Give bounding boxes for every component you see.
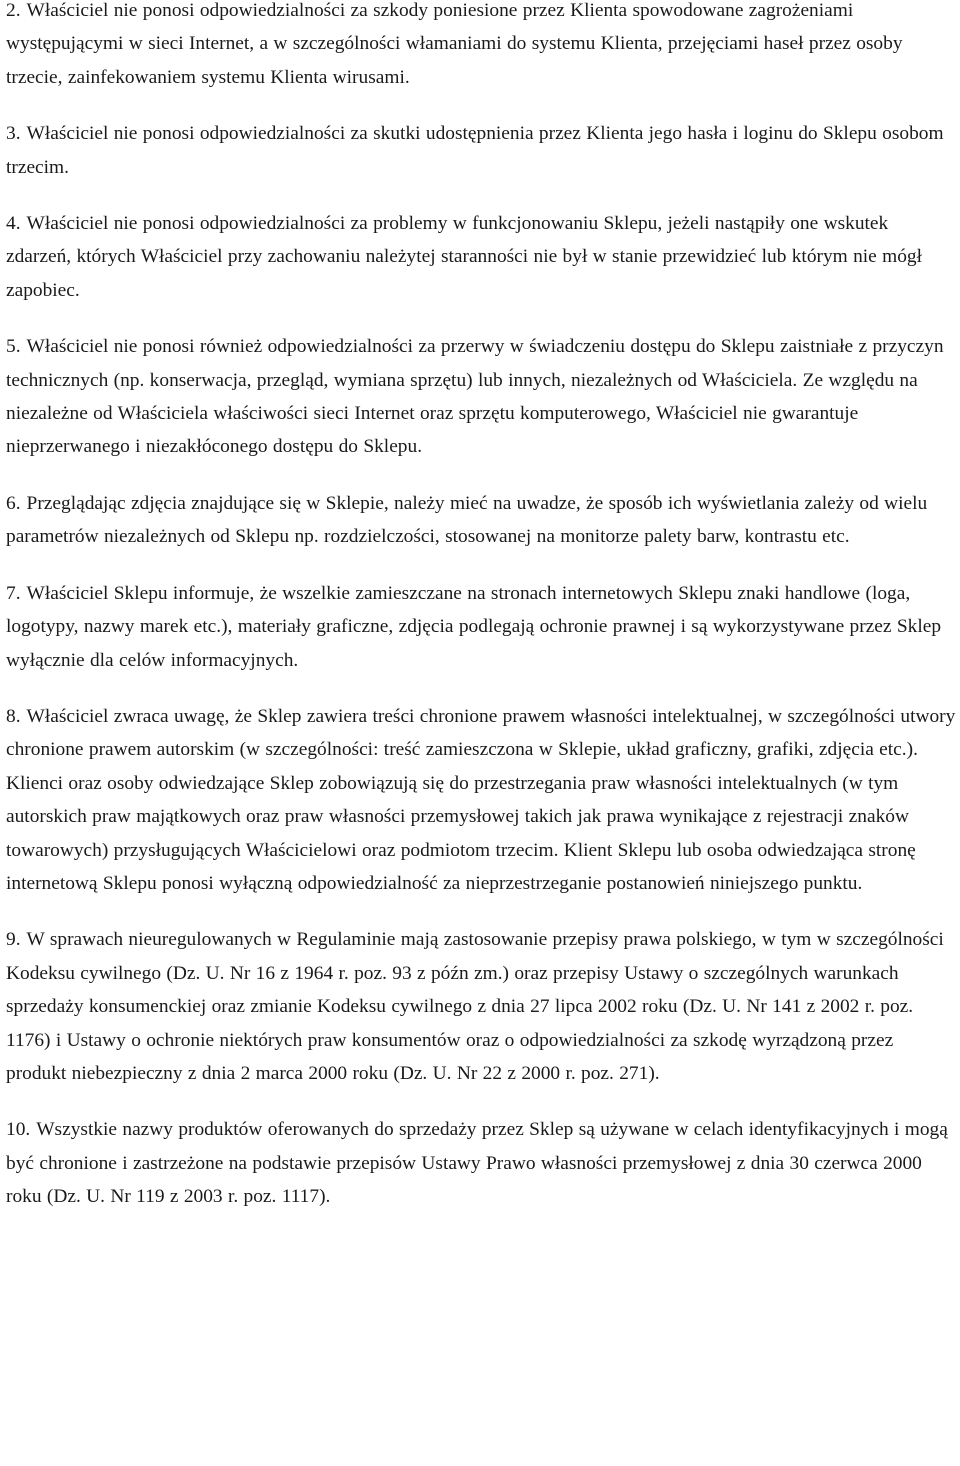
paragraph-8 (6, 700, 956, 900)
paragraph-9 (6, 923, 956, 1090)
paragraph-number: 6. (6, 492, 21, 514)
paragraph-text: Właściciel nie ponosi odpowiedzialności za skutki udostępnienia przez Klienta jego hasła i loginu do Sklepu osobom trzecim. (6, 123, 944, 178)
paragraph-text: Właściciel nie ponosi również odpowiedzialności za przerwy w świadczeniu dostępu do Sklepu zaistniałe z przyczyn technicznych (np. konserwacja, przegląd, wymiana sprzętu) lub innych, niezależnych od Właściciela. Ze względu na niezależne od Właściciela właściwości sieci Internet oraz sprzętu komputerowego, Właściciel nie gwarantuje nieprzerwanego i niezakłóconego dostępu do Sklepu. (6, 336, 944, 458)
paragraph-number: 2. (6, 0, 21, 21)
paragraph-2 (6, 0, 956, 94)
paragraph-text: Przeglądając zdjęcia znajdujące się w Sklepie, należy mieć na uwadze, że sposób ich wyświetlania zależy od wielu parametrów niezależnych od Sklepu np. rozdzielczości, stosowanej na monitorze palety barw, kontrastu etc. (6, 492, 928, 548)
paragraph-text: Właściciel nie ponosi odpowiedzialności za problemy w funkcjonowaniu Sklepu, jeżeli nastąpiły one wskutek zdarzeń, których Właściciel przy zachowaniu należytej staranności nie był w stanie przewidzieć lub którym nie mógł zapobiec. (6, 213, 923, 301)
paragraph-number: 3. (6, 123, 21, 145)
paragraph-text: W sprawach nieuregulowanych w Regulaminie mają zastosowanie przepisy prawa polskiego, w tym w szczególności Kodeksu cywilnego (Dz. U. Nr 16 z 1964 r. poz. 93 z późn zm.) oraz przepisy Ustawy o szczególnych warunkach sprzedaży konsumenckiej oraz zmianie Kodeksu cywilnego z dnia 27 lipca 2002 roku (Dz. U. Nr 141 z 2002 r. poz. 1176) i Ustawy o ochronie niektórych praw konsumentów oraz o odpowiedzialności za szkodę wyrządzoną przez produkt niebezpieczny z dnia 2 marca 2000 roku (Dz. U. Nr 22 z 2000 r. poz. 271). (6, 929, 944, 1084)
paragraph-number: 5. (6, 336, 21, 358)
paragraph-text: Właściciel Sklepu informuje, że wszelkie zamieszczane na stronach internetowych Sklepu znaki handlowe (loga, logotypy, nazwy marek etc.), materiały graficzne, zdjęcia podlegają ochronie prawnej i są wykorzystywane przez Sklep wyłącznie dla celów informacyjnych. (6, 582, 942, 671)
paragraph-number: 10. (6, 1119, 31, 1141)
paragraph-number: 4. (6, 213, 21, 235)
paragraph-number: 9. (6, 929, 21, 951)
paragraph-number: 8. (6, 705, 21, 727)
paragraph-10 (6, 1113, 956, 1213)
paragraph-number: 7. (6, 582, 21, 604)
paragraph-text: Właściciel zwraca uwagę, że Sklep zawiera treści chronione prawem własności intelektualnej, w szczególności utwory chronione prawem autorskim (w szczególności: treść zamieszczona w Sklepie, układ graficzny, grafiki, zdjęcia etc.). Klienci oraz osoby odwiedzające Sklep zobowiązują się do przestrzegania praw własności intelektualnych (w tym autorskich praw majątkowych oraz praw własności przemysłowej takich jak prawa wynikające z rejestracji znaków towarowych) przysługujących Właścicielowi oraz podmiotom trzecim. Klient Sklepu lub osoba odwiedzająca stronę internetową Sklepu ponosi wyłączną odpowiedzialność za nieprzestrzeganie postanowień niniejszego punktu. (6, 705, 956, 894)
paragraph-5 (6, 330, 956, 464)
paragraph-4 (6, 207, 956, 307)
paragraph-3 (6, 117, 956, 184)
paragraph-text: Właściciel nie ponosi odpowiedzialności za szkody poniesione przez Klienta spowodowane zagrożeniami występującymi w sieci Internet, a w szczególności włamaniami do systemu Klienta, przejęciami haseł przez osoby trzecie, zainfekowaniem systemu Klienta wirusami. (6, 0, 903, 88)
paragraph-text: Wszystkie nazwy produktów oferowanych do sprzedaży przez Sklep są używane w celach identyfikacyjnych i mogą być chronione i zastrzeżone na podstawie przepisów Ustawy Prawo własności przemysłowej z dnia 30 czerwca 2000 roku (Dz. U. Nr 119 z 2003 r. poz. 1117). (6, 1119, 948, 1208)
document-page (6, 0, 956, 1237)
paragraph-7 (6, 577, 956, 677)
paragraph-6 (6, 487, 956, 554)
